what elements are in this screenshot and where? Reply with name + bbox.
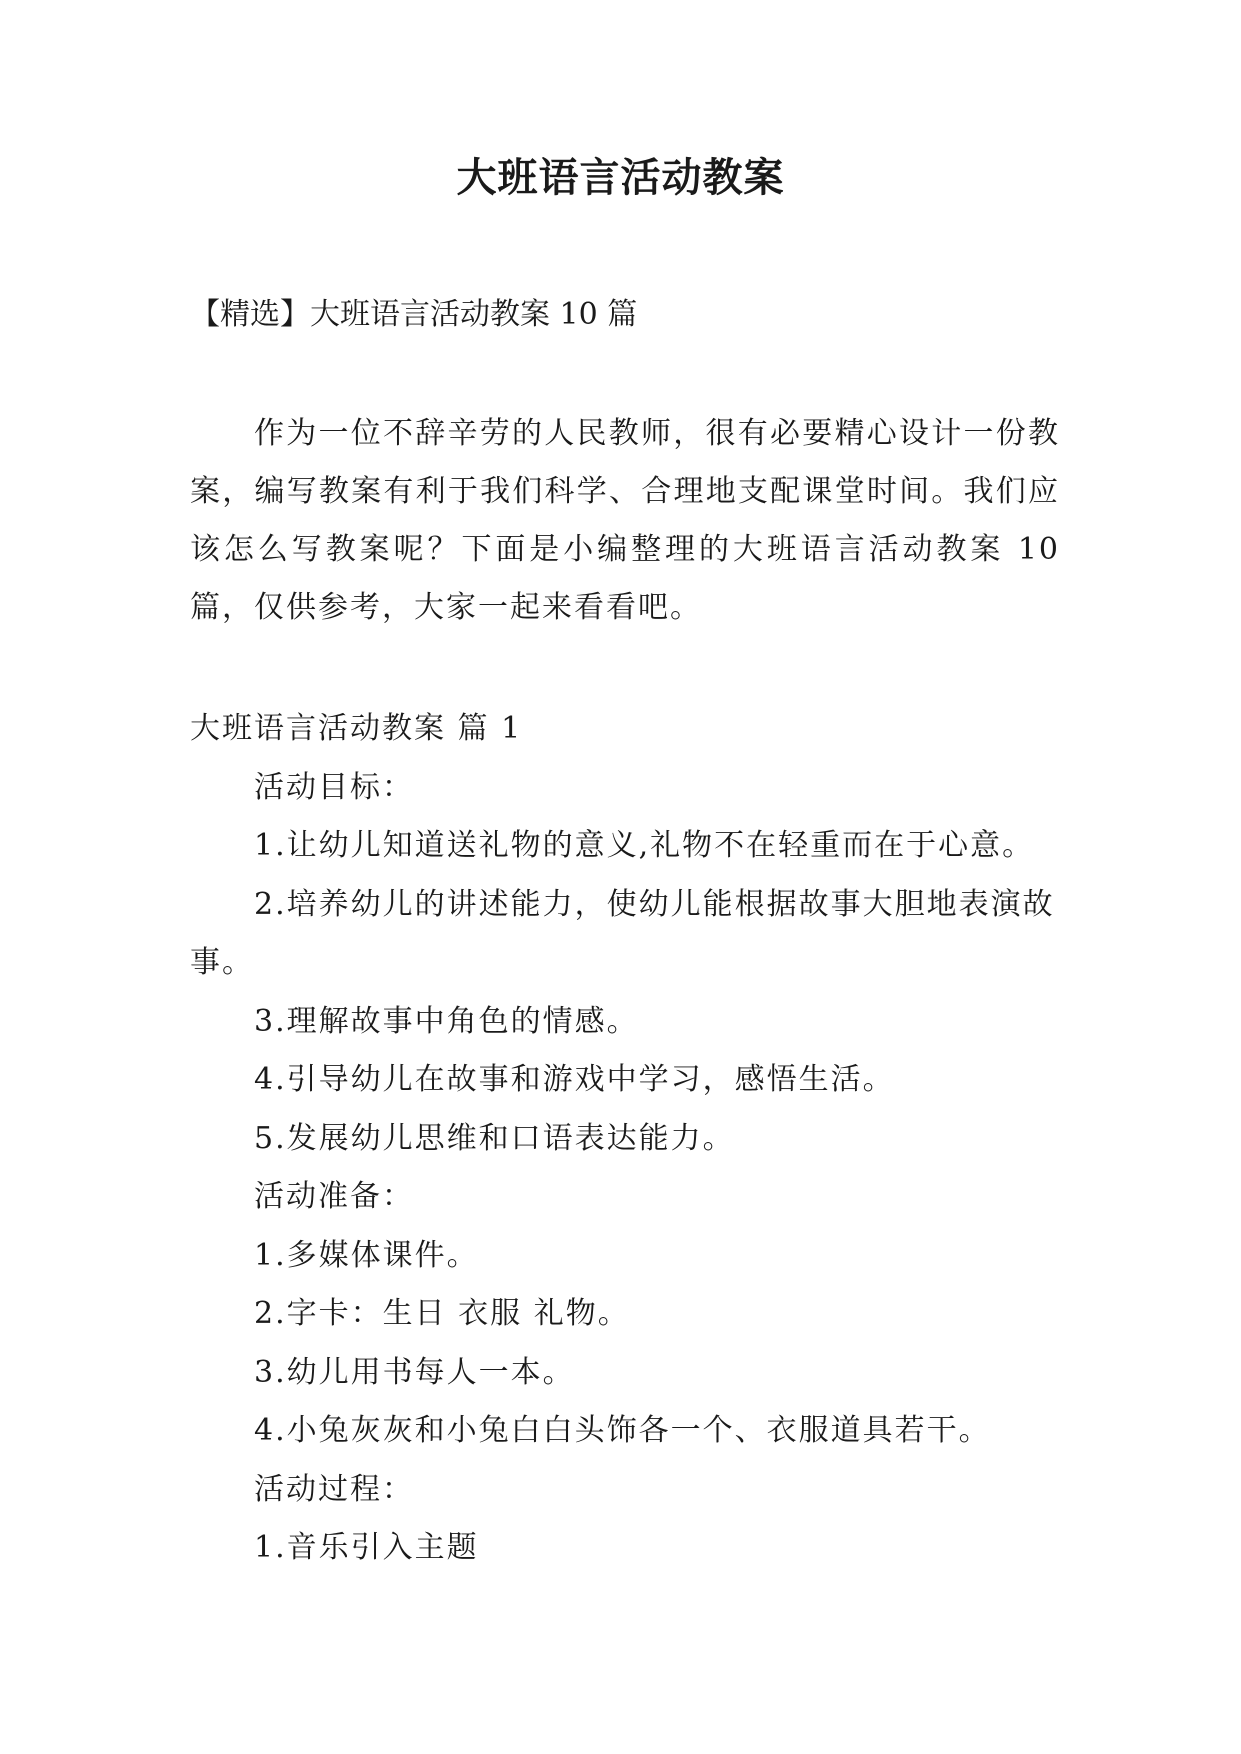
body-line: 活动目标：	[254, 769, 414, 805]
intro-paragraph: 作为一位不辞辛劳的人民教师，很有必要精心设计一份教案，编写教案有利于我们科学、合理地支配课堂时间。我们应该怎么写教案呢？下面是小编整理的大班语言活动教案 10 篇，仅供参考，大家一起来看看吧。	[190, 416, 1060, 625]
body-line: 活动过程：	[254, 1471, 414, 1507]
body-line: 3.理解故事中角色的情感。	[254, 1003, 639, 1039]
body-line: 1.多媒体课件。	[254, 1237, 479, 1273]
body-line: 2.培养幼儿的讲述能力，使幼儿能根据故事大胆地表演故事。	[190, 886, 1055, 980]
body-line: 1.让幼儿知道送礼物的意义,礼物不在轻重而在于心意。	[254, 828, 1035, 863]
body-line: 2.字卡：生日 衣服 礼物。	[254, 1296, 630, 1331]
section-heading: 大班语言活动教案 篇 1	[190, 711, 523, 746]
lesson-plan-body	[190, 700, 1060, 1578]
body-line: 活动准备：	[254, 1179, 414, 1214]
document-title: 大班语言活动教案	[456, 155, 785, 201]
body-line: 4.小兔灰灰和小兔白白头饰各一个、衣服道具若干。	[254, 1413, 991, 1448]
document-subtitle: 【精选】大班语言活动教案 10 篇	[190, 297, 638, 332]
body-line: 3.幼儿用书每人一本。	[254, 1354, 575, 1390]
body-line: 1.音乐引入主题	[254, 1530, 479, 1565]
body-line: 4.引导幼儿在故事和游戏中学习，感悟生活。	[254, 1062, 895, 1097]
body-line: 5.发展幼儿思维和口语表达能力。	[254, 1120, 735, 1156]
